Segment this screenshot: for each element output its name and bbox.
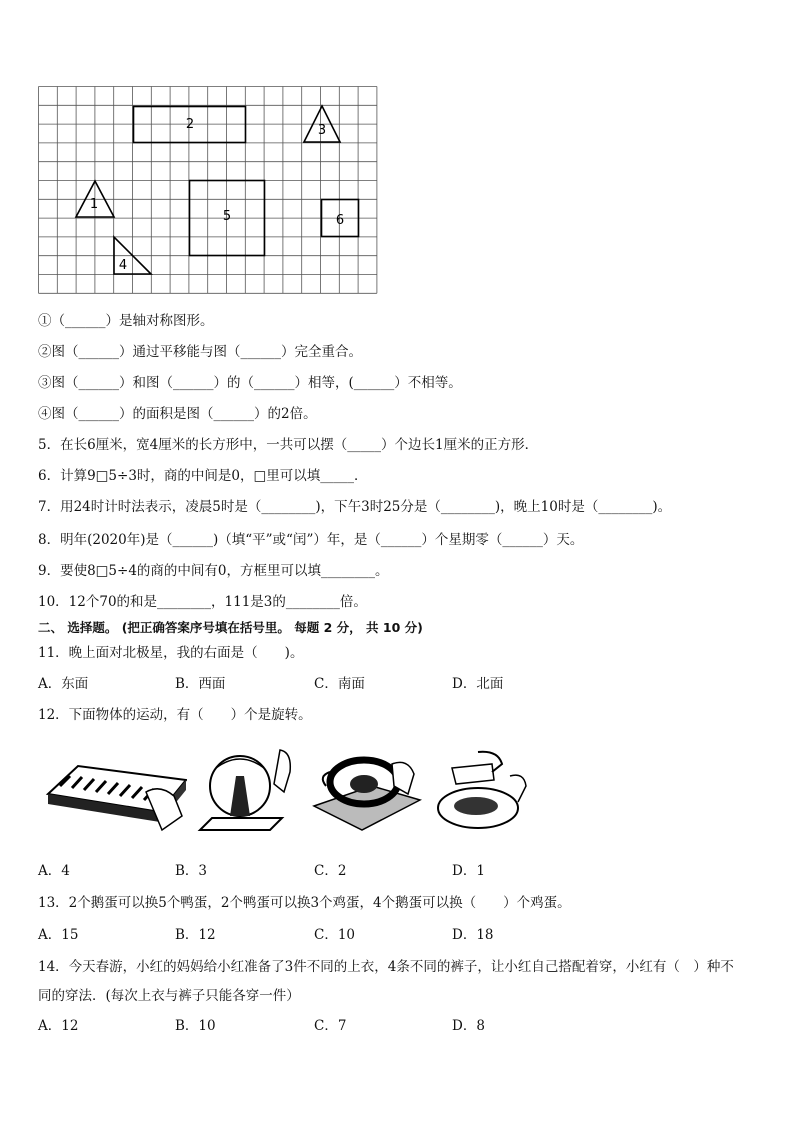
question-10: 10．12个70的和是________，111是3的________倍。 xyxy=(38,594,367,610)
q12-options xyxy=(38,861,758,881)
q12-option-a: A．4 xyxy=(38,863,70,879)
grid-svg xyxy=(38,86,382,296)
q14-options xyxy=(38,1016,758,1036)
abacus-picture xyxy=(42,746,187,838)
q11-option-b: B．西面 xyxy=(175,676,226,692)
q14-option-c: C．7 xyxy=(314,1018,347,1034)
question-6: 6．计算9□5÷3时，商的中间是0，□里可以填_____． xyxy=(38,468,368,484)
question-8: 8．明年(2020年)是（______)（填“平”或“闰”）年，是（______）个星期零（______）天。 xyxy=(38,532,584,548)
q11-option-d: D．北面 xyxy=(452,676,504,692)
q13-options xyxy=(38,925,758,945)
q4-part2: ②图（______）通过平移能与图（______）完全重合。 xyxy=(38,344,362,360)
q11-option-a: A．东面 xyxy=(38,676,89,692)
grid-figure xyxy=(38,86,382,300)
steering-wheel-picture xyxy=(312,746,422,838)
shape-label-5: 5 xyxy=(222,209,232,224)
question-14-line2: 同的穿法．(每次上衣与裤子只能各穿一件） xyxy=(38,988,300,1004)
q14-option-a: A．12 xyxy=(38,1018,79,1034)
section-heading: 二、 选择题。 (把正确答案序号填在括号里。 每题 2 分， 共 10 分) xyxy=(38,620,423,635)
q12-option-c: C．2 xyxy=(314,863,347,879)
question-5: 5．在长6厘米，宽4厘米的长方形中，一共可以摆（_____）个边长1厘米的正方形． xyxy=(38,437,539,453)
faucet-picture xyxy=(432,746,532,838)
shape-label-6: 6 xyxy=(335,213,345,228)
question-12: 12．下面物体的运动，有（ ）个是旋转。 xyxy=(38,707,312,723)
shape-label-2: 2 xyxy=(185,117,195,132)
question-7: 7．用24时计时法表示，凌晨5时是（________)，下午3时25分是（________)，晚上10时是（________)。 xyxy=(38,499,672,515)
q4-part1: ①（______）是轴对称图形。 xyxy=(38,313,214,329)
q12-option-d: D．1 xyxy=(452,863,485,879)
shape-label-3: 3 xyxy=(317,123,327,138)
q11-option-c: C．南面 xyxy=(314,676,365,692)
q13-option-c: C．10 xyxy=(314,927,356,943)
q4-part3: ③图（______）和图（______）的（______）相等，(______）不相等。 xyxy=(38,375,462,391)
q4-part4: ④图（______）的面积是图（______）的2倍。 xyxy=(38,406,317,422)
q12-option-b: B．3 xyxy=(175,863,208,879)
question-9: 9．要使8□5÷4的商的中间有0，方框里可以填________。 xyxy=(38,563,389,579)
q13-option-a: A．15 xyxy=(38,927,79,943)
question-13: 13．2个鹅蛋可以换5个鸭蛋，2个鸭蛋可以换3个鸡蛋，4个鹅蛋可以换（ ）个鸡蛋。 xyxy=(38,895,571,911)
q14-option-b: B．10 xyxy=(175,1018,216,1034)
shape-label-4: 4 xyxy=(118,258,128,273)
q12-pictures xyxy=(42,746,532,838)
q13-option-b: B．12 xyxy=(175,927,216,943)
q13-option-d: D．18 xyxy=(452,927,494,943)
question-11: 11．晚上面对北极星，我的右面是（ )。 xyxy=(38,645,304,661)
q11-options xyxy=(38,674,758,694)
q14-option-d: D．8 xyxy=(452,1018,485,1034)
globe-picture xyxy=(192,746,302,838)
shape-label-1: 1 xyxy=(89,197,99,212)
question-14-line1: 14．今天春游，小红的妈妈给小红准备了3件不同的上衣，4条不同的裤子，让小红自己搭配着穿，小红有（ ）种不 xyxy=(38,959,734,975)
